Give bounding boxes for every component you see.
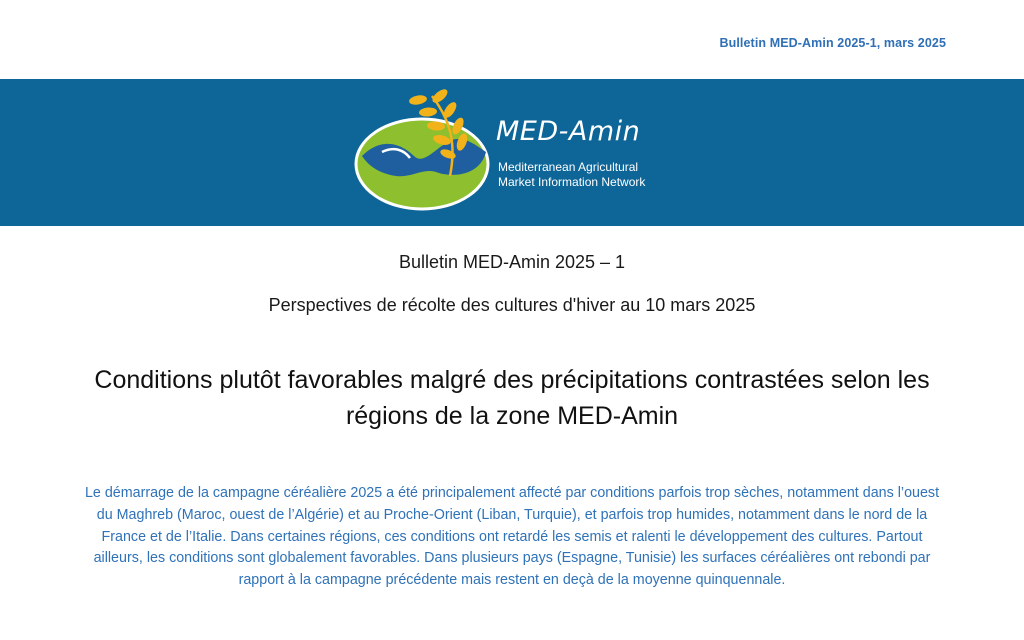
headline: Conditions plutôt favorables malgré des précipitations contrastées selon les régions de la zone MED-Amin <box>94 366 930 430</box>
bulletin-reference: Bulletin MED-Amin 2025-1, mars 2025 <box>719 36 946 50</box>
logo-subtitle <box>498 160 645 190</box>
document-subtitle: Perspectives de récolte des cultures d'hiver au 10 mars 2025 <box>268 295 756 315</box>
logo-title: MED-Amin <box>496 116 641 147</box>
logo-subtitle-line1: Mediterranean Agricultural <box>498 160 639 174</box>
summary-paragraph: Le démarrage de la campagne céréalière 2025 a été principalement affecté par conditions parfois trop sèches, notamment dans l’ouest du Maghreb (Maroc, ouest de l’Algérie) et au Proche-Orient (Liban, Turquie), et parfois trop humides, notamment dans le nord de la France et de l’Italie. Dans certaines régions, ces conditions ont retardé les semis et ralenti le développement des cultures. Partout ailleurs, les conditions sont globalement favorables. Dans plusieurs pays (Espagne, Tunisie) les surfaces céréalières ont rebondi par rapport à la campagne précédente mais restent en deçà de la moyenne quinquennale. <box>84 485 940 589</box>
med-amin-emblem-icon <box>352 86 682 216</box>
document-title: Bulletin MED-Amin 2025 – 1 <box>398 252 626 272</box>
logo-subtitle-line2: Market Information Network <box>498 175 646 189</box>
med-amin-logo <box>352 86 682 216</box>
